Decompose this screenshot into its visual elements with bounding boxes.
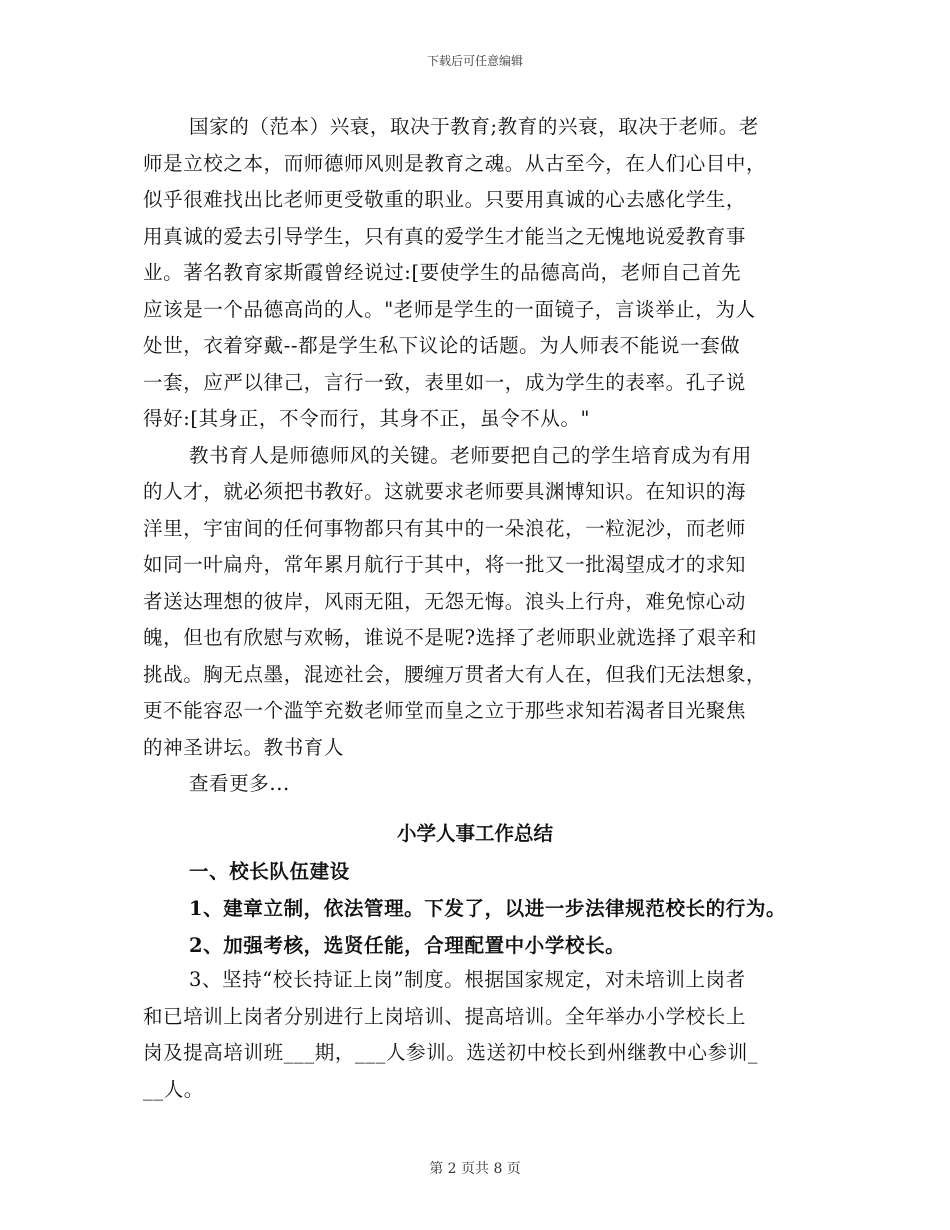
text-line: 更不能容忍一个滥竽充数老师堂而皇之立于那些求知若渴者目光聚焦 [143,699,747,722]
text-line: 国家的（范本）兴衰，取决于教育;教育的兴衰，取决于老师。老 [189,115,759,138]
text-line: 和已培训上岗者分别进行上岗培训、提高培训。全年举办小学校长上 [143,1004,747,1028]
heading-principal-team: 一、校长队伍建设 [189,860,350,883]
text-line: 应该是一个品德高尚的人。"老师是学生的一面镜子，言谈举止，为人 [143,297,756,321]
paragraph-training [143,962,808,1108]
paragraph-education [143,109,808,803]
text-line: 的神圣讲坛。教书育人 [143,735,345,759]
text-line: 一套，应严以律己，言行一致，表里如一，成为学生的表率。孔子说 [143,370,747,394]
text-line: 师是立校之本，而师德师风则是教育之魂。从古至今，在人们心目中， [143,151,767,175]
list-item-1: 1、建章立制，依法管理。下发了，以进一步法律规范校长的行为。 [189,897,787,920]
text-line: 用真诚的爱去引导学生，只有真的爱学生才能当之无愧地说爱教育事 [143,224,747,248]
text-line: 挑战。胸无点墨，混迹社会，腰缠万贯者大有人在，但我们无法想象， [143,662,767,686]
text-line: 业。著名教育家斯霞曾经说过:[要使学生的品德高尚，老师自己首先 [143,261,742,284]
text-line: 教书育人是师德师风的关键。老师要把自己的学生培育成为有用 [189,443,752,467]
text-line: 者送达理想的彼岸，风雨无阻，无怨无悔。浪头上行舟，难免惊心动 [143,589,747,613]
page-header: 下载后可任意编辑 [426,54,523,68]
text-line: 岗及提高培训班___期，___人参训。选送初中校长到州继教中心参训_ [143,1041,759,1064]
text-line: 3、坚持“校长持证上岗”制度。根据国家规定，对未培训上岗者 [189,968,746,991]
text-line: __人。 [143,1077,204,1101]
list-item-2: 2、加强考核，选贤任能，合理配置中小学校长。 [189,934,626,957]
text-line: 洋里，宇宙间的任何事物都只有其中的一朵浪花，一粒泥沙，而老师 [143,516,747,540]
text-line: 魄，但也有欣慰与欢畅，谁说不是呢?选择了老师职业就选择了艰辛和 [143,626,758,649]
text-line: 得好:[其身正，不令而行，其身不正，虽令不从。" [143,407,591,430]
text-line: 处世，衣着穿戴--都是学生私下议论的话题。为人师表不能说一套做 [143,334,741,357]
text-line: 的人才，就必须把书教好。这就要求老师要具渊博知识。在知识的海 [143,480,747,503]
text-line: 似乎很难找出比老师更受敬重的职业。只要用真诚的心去感化学生， [143,188,747,211]
section-title: 小学人事工作总结 [396,822,553,845]
page-footer: 第 2 页共 8 页 [429,1161,521,1177]
text-line: 如同一叶扁舟，常年累月航行于其中，将一批又一批渴望成才的求知 [143,553,747,576]
see-more-link[interactable]: 查看更多... [189,772,290,795]
